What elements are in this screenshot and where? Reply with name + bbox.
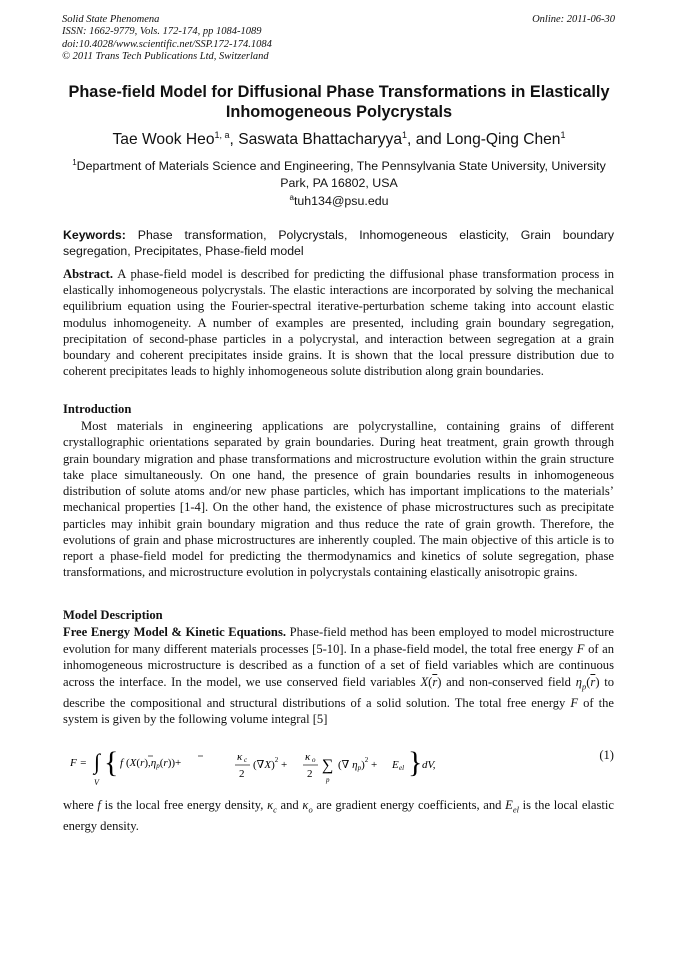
eq-grad-eta: (∇ ηp)$^2$ + — [338, 756, 378, 772]
email-sup: a — [289, 193, 294, 202]
where-kc-sub: c — [273, 804, 277, 815]
keywords — [63, 228, 614, 260]
symbol-r-vec: $\overline{r}$ — [432, 674, 438, 689]
eq-ko-sub: o — [312, 756, 316, 764]
model-subheading: Free Energy Model & Kinetic Equations. — [63, 625, 286, 639]
email-address: tuh134@psu.edu — [293, 194, 389, 209]
where-paragraph — [63, 797, 614, 834]
affiliation-sup: 1 — [72, 158, 77, 167]
eq-integral: ∫ — [94, 749, 101, 774]
author-2: Saswata Bhattacharyya — [238, 131, 403, 149]
model-text-3: and non-conserved field — [446, 674, 571, 689]
symbol-eta: η — [575, 674, 582, 689]
eq-kc-sub: c — [244, 756, 248, 764]
model-text-4: to describe the compositional and structural distributions of a solid solution. The total free energy — [63, 674, 615, 710]
where-kc: κ — [267, 798, 274, 812]
symbol-F: F — [576, 641, 585, 656]
eq-kc: κ — [237, 751, 243, 763]
eq-dv: dV, — [422, 759, 436, 771]
where-and: and — [280, 798, 299, 812]
journal-name: Solid State Phenomena — [62, 14, 160, 25]
eq-f-args: (X(r),ηp(r))+ — [126, 757, 182, 770]
where-ko-sub: o — [308, 804, 313, 815]
where-f: f — [97, 798, 101, 812]
where-E-sub: el — [512, 804, 519, 815]
eq-int-sub: V — [94, 778, 99, 787]
abstract-label: Abstract. — [63, 267, 114, 281]
introduction-heading: Introduction — [63, 402, 132, 416]
equation-number: (1) — [599, 748, 614, 762]
online-date: Online: 2011-06-30 — [532, 14, 615, 25]
author-3-sup: 1 — [560, 130, 566, 140]
where-text-2: is the local free energy density, — [104, 798, 264, 812]
introduction-text: Most materials in engineering applications are polycrystalline, containing grains of different crystallographic orientations separated by grain boundaries. During heat treatment, grain growth through grain boundary migration and phase transformations and microstructure evolution within the grain structure take place simultaneously. On one hand, the presence of grain boundaries results in inhomogeneous distribution of solute atoms and/or new phase particles, which has important implications to the materials’ mechanical properties [1-4]. On the other hand, the existence of phase microstructures such as precipitate particles may inhibit grain boundary migration and thus reduce the rate of grain growth. Therefore, the evolutions of grain and phase microstructures are inherently coupled. The main objective of this article is to report a phase-field model for predicting the thermodynamics and kinetics of solute segregation, phase transformations, and microstructure evolution in polycrystals containing elastically anisotropic grains. — [63, 419, 614, 580]
eq-sum-sub: p — [326, 776, 330, 784]
symbol-eta-sub: p — [581, 681, 587, 692]
eq-two-1: 2 — [239, 768, 245, 780]
eq-brace-left: { — [104, 746, 119, 779]
author-1-sup: 1, a — [214, 130, 230, 140]
affiliation — [70, 155, 608, 191]
symbol-r-vec-2: $\overline{r}$ — [590, 674, 596, 689]
eq-E-sub: el — [399, 764, 405, 772]
keywords-text: Phase transformation, Polycrystals, Inhomogeneous elasticity, Grain boundary segregation, Precipitates, Phase-field model — [63, 228, 615, 258]
model-text-2: of an inhomogeneous microstructure is described as a function of a set of field variables which are continuous across the interface. In the model, we use conserved field variables — [63, 641, 614, 689]
where-E: E — [505, 798, 513, 812]
where-ko: κ — [302, 798, 309, 812]
model-heading: Model Description — [63, 608, 163, 622]
free-energy-equation — [70, 738, 490, 790]
issn-line: ISSN: 1662-9779, Vols. 172-174, pp 1084-1089 — [62, 26, 262, 38]
affiliation-text: Department of Materials Science and Engineering, The Pennsylvania State University, University Park, PA 16802, USA — [76, 159, 606, 190]
symbol-X: X — [420, 674, 429, 689]
author-3: Long-Qing Chen — [446, 131, 561, 149]
author-list: Tae Wook Heo$^{1, a}$, Saswata Bhattacharyya$^1$, and Long-Qing Chen$^1$ — [112, 130, 566, 149]
abstract-text: A phase-field model is described for predicting the diffusional phase transformation process in elastically inhomogeneous polycrystals. The elastic interactions are incorporated by solving the mechanical equilibrium equation using the Fourier-spectral iterative-perturbation scheme taking into account elastic modulus inhomogeneity. A number of examples are presented, including grain boundary segregation, precipitation of second-phase particles in a polycrystal, and interaction between segregation at a grain boundary and coherent precipitates inside grains. It is shown that the local pressure distribution due to coherent precipitates leads to highly inhomogeneous solute distribution along grain boundaries. — [63, 267, 614, 379]
eq-grad-x: $(\nabla X)^2$ + — [253, 756, 288, 771]
paper-title: Phase-field Model for Diffusional Phase Transformations in Elastically Inhomogeneous Polycrystals — [68, 83, 610, 121]
keywords-label: Keywords: — [63, 228, 126, 242]
copyright-line: © 2011 Trans Tech Publications Ltd, Switzerland — [62, 51, 269, 63]
eq-f: f — [120, 757, 124, 769]
eq-E: E — [392, 759, 399, 771]
eq-brace-right: } — [408, 746, 423, 779]
journal-header — [62, 14, 272, 64]
doi-line: doi:10.4028/www.scientific.net/SSP.172-174.1084 — [62, 38, 272, 50]
model-text-5: of the system is given by the following volume integral [5] — [63, 695, 614, 727]
where-text-4: is the local elastic energy density. — [63, 798, 614, 833]
author-1: Tae Wook Heo — [112, 131, 215, 149]
where-text-3: are gradient energy coefficients, and — [316, 798, 502, 812]
eq-ko: κ — [305, 751, 311, 763]
model-text-1: Phase-field method has been employed to model microstructure evolution for many different materials processes [5-10]. In a phase-field model, the total free energy — [63, 625, 615, 656]
email — [40, 193, 638, 208]
eq-lhs: F = — [70, 757, 87, 769]
eq-two-2: 2 — [307, 768, 313, 780]
abstract — [63, 266, 614, 379]
where-text-1: where — [63, 798, 94, 812]
author-2-sup: 1 — [402, 130, 408, 140]
symbol-F-2: F — [570, 695, 579, 710]
eq-sum: ∑ — [322, 757, 334, 774]
model-paragraph: Free Energy Model & Kinetic Equations. Phase-field method has been employed to model microstructure evolution for many different materials processes [5-10]. In a phase-field model, the total free energy F of an inhomogeneous microstructure is described as a function of a set of field variables which are continuous across the interface. In the model, we use conserved field variables $X(\overline{r})$ and non-conserved field $\eta_p(\overline{r})$ to describe the compositional and structural distributions of a solid solution. The total free energy F of the system is given by the following volume integral [5] — [63, 625, 615, 727]
